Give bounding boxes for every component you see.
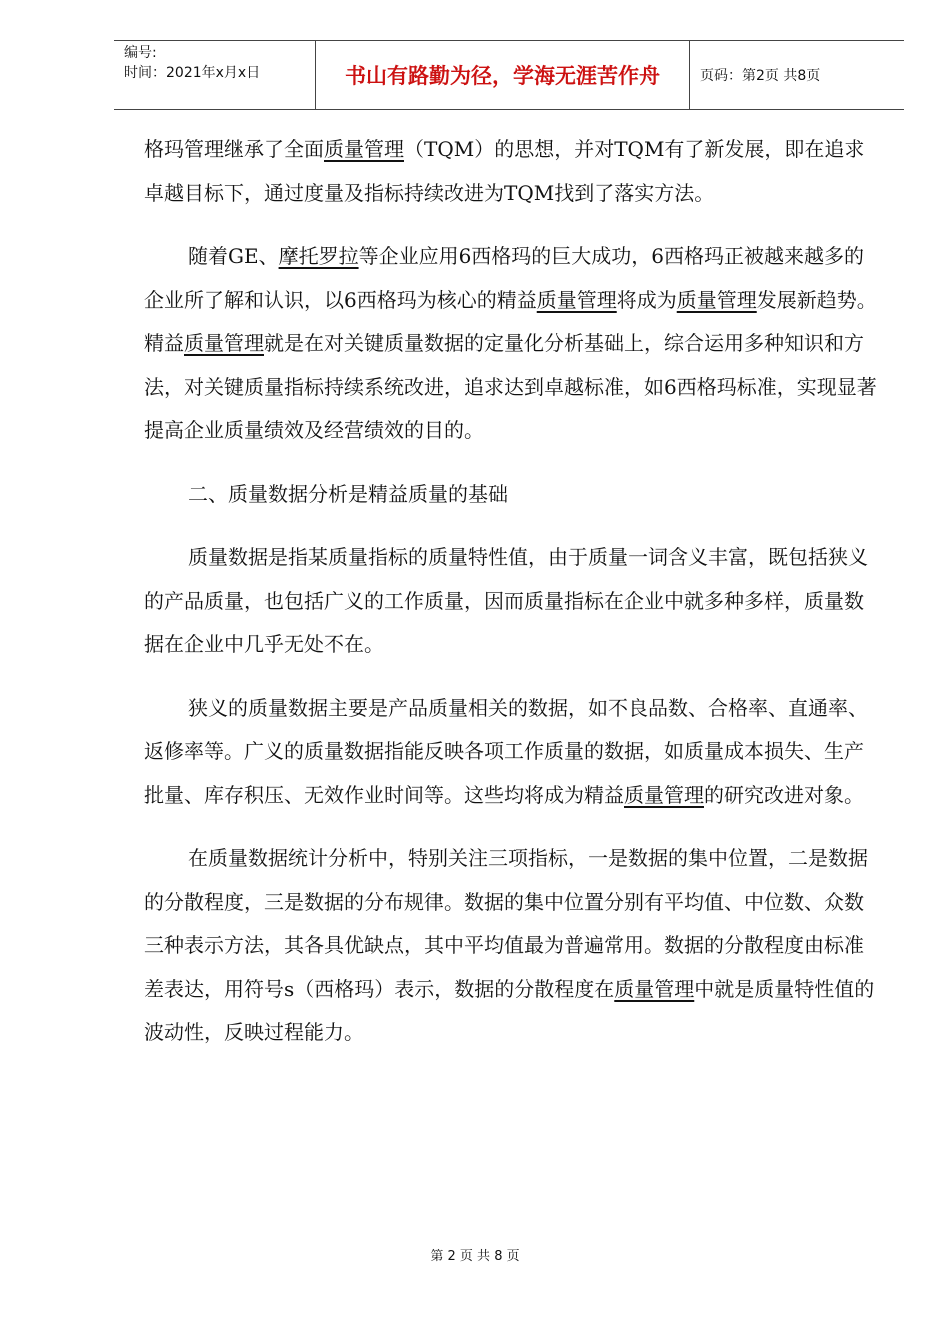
number-label: 编号: xyxy=(124,45,157,61)
header-page-label: 页码：第2页 共8页 xyxy=(700,68,821,84)
text-run: 发展新趋势。精益 xyxy=(144,287,877,355)
link-quality-management[interactable]: 质量管理 xyxy=(624,782,704,807)
paragraph-5 xyxy=(144,837,879,1055)
text-run: 狭义的质量数据主要是产品质量相关的数据，如不良品数、合格率、直通率、返修率等。广义的质量数据指能反映各项工作质量的数据，如质量成本损失、生产批量、库存积压、无效作业时间等。这些均将成为精益 xyxy=(144,695,868,807)
text-run: 将成为 xyxy=(616,287,677,312)
paragraph-3 xyxy=(144,536,879,667)
time-label: 时间：2021年x月x日 xyxy=(124,65,261,81)
document-header xyxy=(114,40,904,110)
link-motorola[interactable]: 摩托罗拉 xyxy=(278,244,359,268)
link-quality-management[interactable]: 质量管理 xyxy=(324,137,404,161)
link-quality-management[interactable]: 质量管理 xyxy=(184,331,264,355)
text-run: 中就是质量特性值的波动性，反映过程能力。 xyxy=(144,976,875,1044)
link-quality-management[interactable]: 质量管理 xyxy=(676,287,757,312)
document-body xyxy=(144,128,879,1075)
text-run: 等企业应用6西格玛的巨大成功，6西格玛正被越来越多的企业所了解和认识，以6西格玛为核心的精益 xyxy=(144,244,865,312)
text-run: 质量数据是指某质量指标的质量特性值，由于质量一词含义丰富，既包括狭义的产品质量，也包括广义的工作质量，因而质量指标在企业中就多种多样，质量数据在企业中几乎无处不在。 xyxy=(144,545,868,656)
paragraph-4 xyxy=(144,687,879,818)
text-run: 的研究改进对象。 xyxy=(704,782,864,807)
link-quality-management[interactable]: 质量管理 xyxy=(536,287,617,312)
text-run: 随着GE、 xyxy=(188,244,279,268)
paragraph-1 xyxy=(144,128,879,215)
header-meta xyxy=(114,41,316,109)
page-footer: 第 2 页 共 8 页 xyxy=(430,1249,520,1264)
section-heading xyxy=(144,473,879,517)
paragraph-2 xyxy=(144,235,879,453)
link-quality-management[interactable]: 质量管理 xyxy=(614,976,695,1001)
text-run: 格玛管理继承了全面 xyxy=(144,137,324,161)
heading-text: 二、质量数据分析是精益质量的基础 xyxy=(188,481,508,506)
text-run: （TQM）的思想，并对TQM有了新发展，即在追求卓越目标下，通过度量及指标持续改进为TQM找到了落实方法。 xyxy=(144,137,865,205)
header-motto: 书山有路勤为径，学海无涯苦作舟 xyxy=(316,41,690,109)
text-run: 就是在对关键质量数据的定量化分析基础上，综合运用多种知识和方法，对关键质量指标持续系统改进，追求达到卓越标准，如6西格玛标准，实现显著提高企业质量绩效及经营绩效的目的。 xyxy=(144,331,877,442)
text-run: 在质量数据统计分析中，特别关注三项指标，一是数据的集中位置，二是数据的分散程度，三是数据的分布规律。数据的集中位置分别有平均值、中位数、众数三种表示方法，其各具优缺点，其中平均值最为普遍常用。数据的分散程度由标准差表达，用符号s（西格玛）表示，数据的分散程度在 xyxy=(144,846,868,1001)
